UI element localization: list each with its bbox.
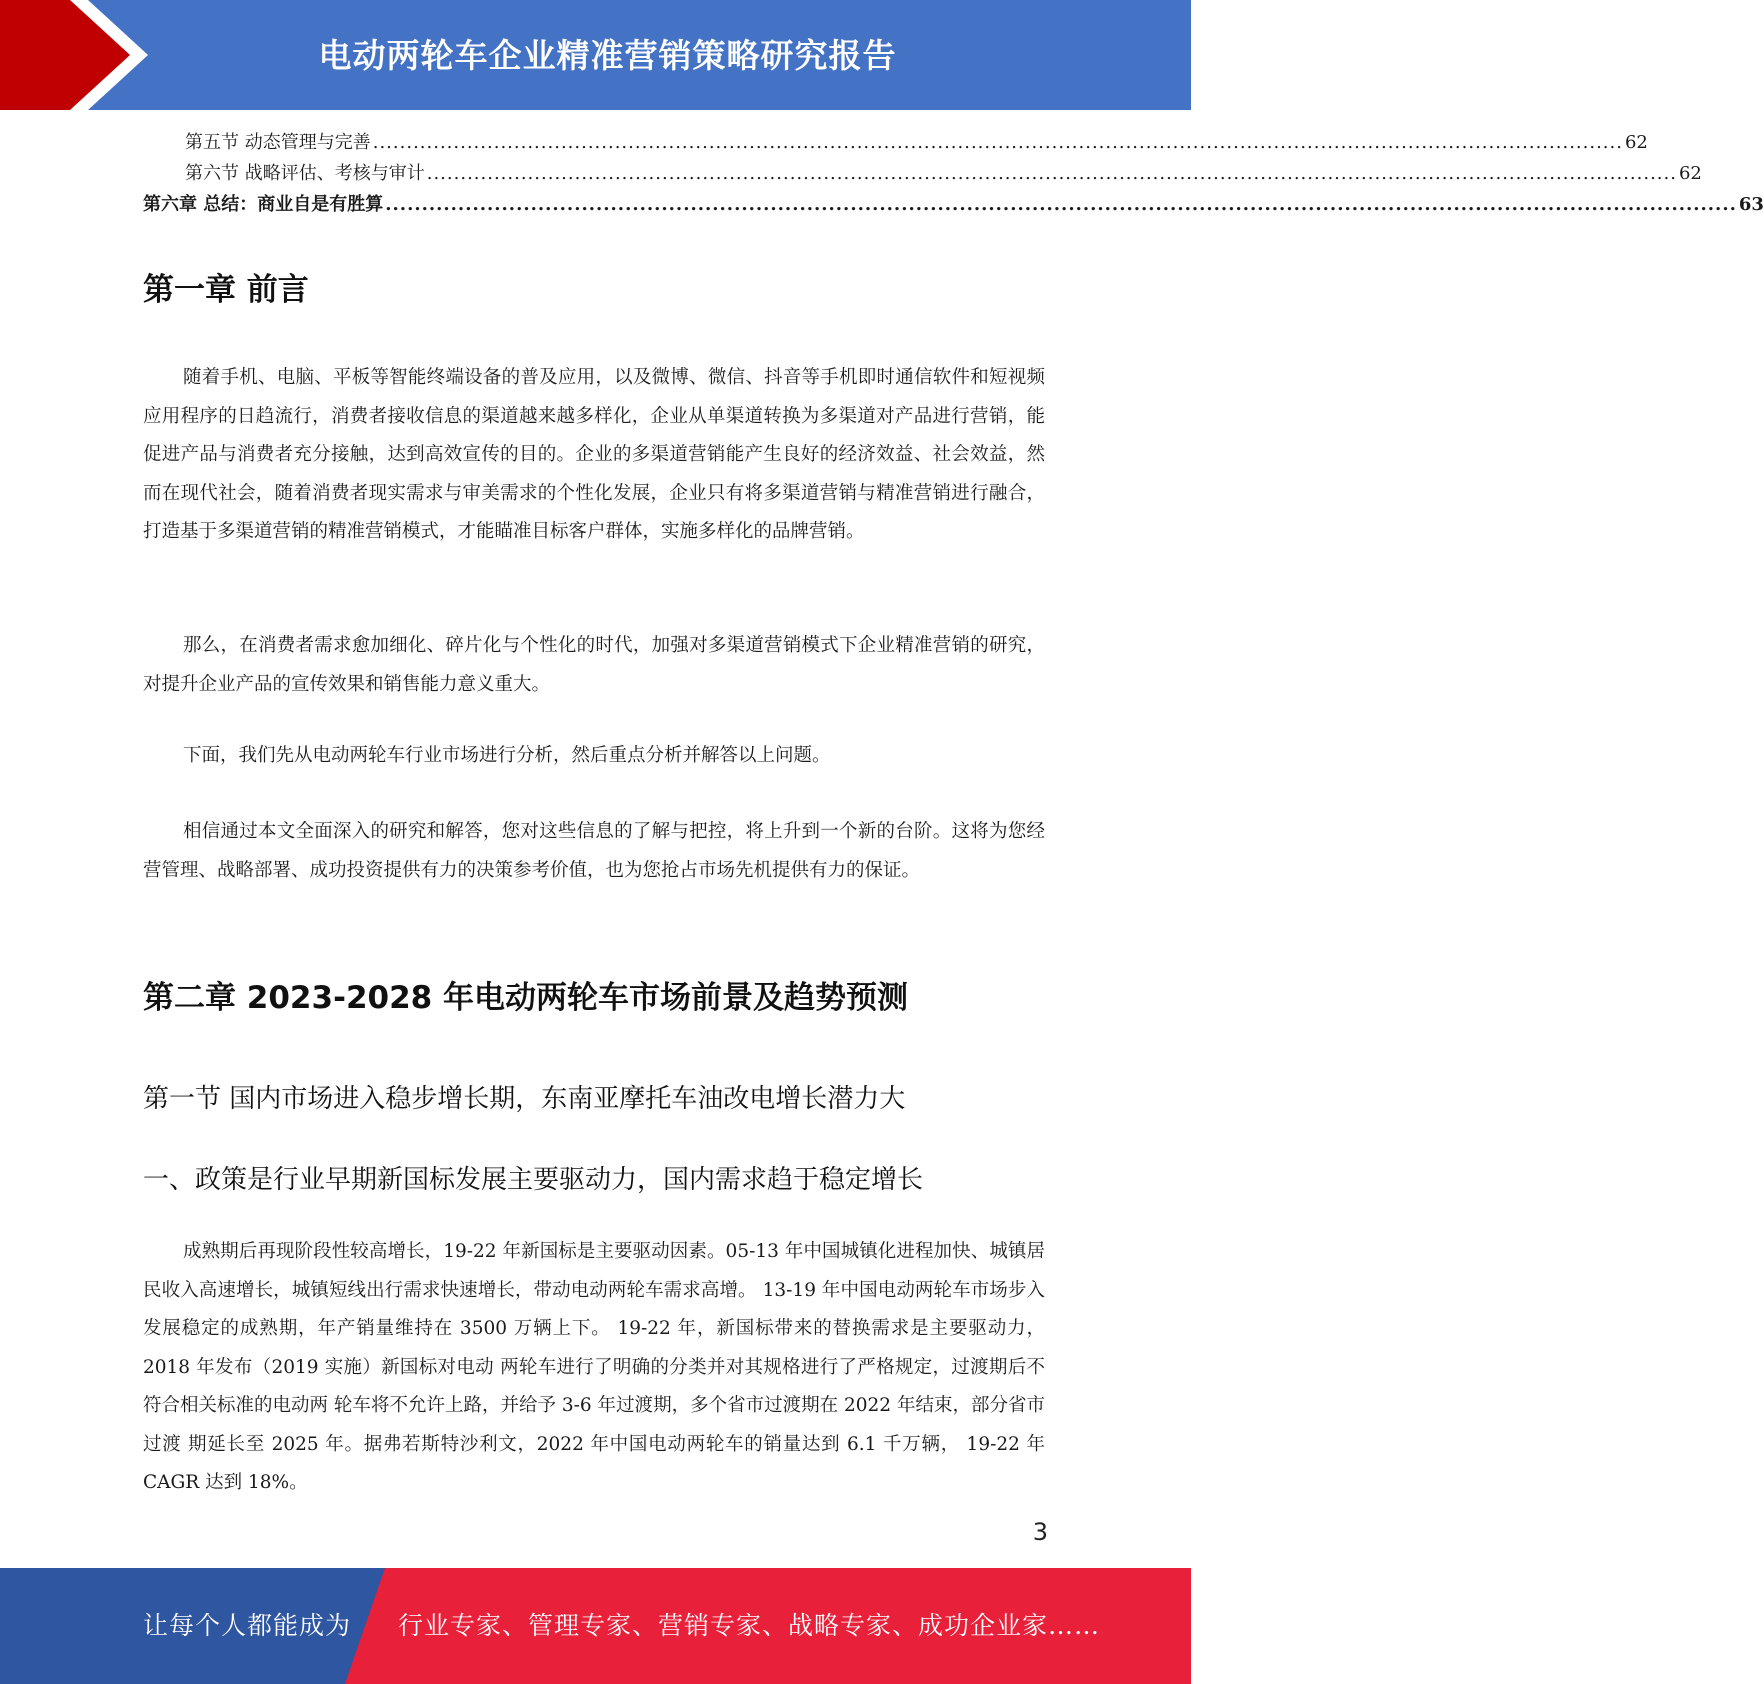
toc-leader-dots: .......................................................................................................................................................................................... [426, 163, 1677, 184]
chapter-1-paragraph: 相信通过本文全面深入的研究和解答，您对这些信息的了解与把控，将上升到一个新的台阶。这将为您经营管理、战略部署、成功投资提供有力的决策参考价值，也为您抢占市场先机提供有力的保证。 [143, 821, 1045, 881]
toc-entry-title: 第五节 动态管理与完善 [185, 132, 371, 153]
chapter-1-paragraph: 下面，我们先从电动两轮车行业市场进行分析，然后重点分析并解答以上问题。 [183, 745, 831, 766]
page-number: 3 [1032, 1518, 1048, 1546]
page-header [0, 0, 1191, 110]
chapter-1-heading: 第一章 前言 [143, 272, 309, 308]
subsection-1-heading: 一、政策是行业早期新国标发展主要驱动力，国内需求趋于稳定增长 [143, 1165, 924, 1195]
toc-entry-page: 62 [1624, 132, 1648, 153]
report-title: 电动两轮车企业精准营销策略研究报告 [318, 36, 897, 75]
toc-entry-title: 第六章 总结：商业自是有胜算 [143, 194, 384, 215]
toc-leader-dots: .......................................................................................................................................................................................... [385, 194, 1737, 215]
toc-entry[interactable] [143, 128, 1648, 159]
toc-entry[interactable] [143, 159, 1702, 190]
chapter-1-paragraph: 那么，在消费者需求愈加细化、碎片化与个性化的时代，加强对多渠道营销模式下企业精准营销的研究，对提升企业产品的宣传效果和销售能力意义重大。 [143, 635, 1045, 695]
section-1-heading: 第一节 国内市场进入稳步增长期，东南亚摩托车油改电增长潜力大 [143, 1084, 906, 1114]
toc-entry[interactable] [143, 190, 1764, 221]
chapter-2-heading: 第二章 2023-2028 年电动两轮车市场前景及趋势预测 [143, 980, 909, 1016]
chapter-2-paragraph: 成熟期后再现阶段性较高增长，19-22 年新国标是主要驱动因素。05-13 年中国城镇化进程加快、城镇居民收入高速增长，城镇短线出行需求快速增长，带动电动两轮车需求高增。 13-19 年中国电动两轮车市场步入发展稳定的成熟期，年产销量维持在 3500 万辆上下。 19-22 年，新国标带来的替换需求是主要驱动力，2018 年发布（2019 实施）新国标对电动 两轮车进行了明确的分类并对其规格进行了严格规定，过渡期后不符合相关标准的电动两 轮车将不允许上路，并给予 3-6 年过渡期，多个省市过渡期在 2022 年结束，部分省市过渡 期延长至 2025 年。据弗若斯特沙利文，2022 年中国电动两轮车的销量达到 6.1 千万辆， 19-22 年 CAGR 达到 18%。 [143, 1241, 1045, 1493]
toc-entry-page: 63 [1738, 194, 1764, 215]
header-arrow-icon [0, 0, 160, 110]
toc-leader-dots: .......................................................................................................................................................................................... [372, 132, 1623, 153]
footer-slogan-right: 行业专家、管理专家、营销专家、战略专家、成功企业家…… [398, 1611, 1101, 1640]
page-footer [0, 1568, 1191, 1684]
toc-entry-page: 62 [1678, 163, 1702, 184]
chapter-1-paragraph: 随着手机、电脑、平板等智能终端设备的普及应用，以及微博、微信、抖音等手机即时通信软件和短视频应用程序的日趋流行，消费者接收信息的渠道越来越多样化，企业从单渠道转换为多渠道对产品进行营销，能促进产品与消费者充分接触，达到高效宣传的目的。企业的多渠道营销能产生良好的经济效益、社会效益，然而在现代社会，随着消费者现实需求与审美需求的个性化发展，企业只有将多渠道营销与精准营销进行融合，打造基于多渠道营销的精准营销模式，才能瞄准目标客户群体，实施多样化的品牌营销。 [143, 367, 1045, 542]
footer-slogan-left: 让每个人都能成为 [143, 1611, 352, 1640]
toc-entry-title: 第六节 战略评估、考核与审计 [185, 163, 425, 184]
table-of-contents [143, 128, 1764, 221]
